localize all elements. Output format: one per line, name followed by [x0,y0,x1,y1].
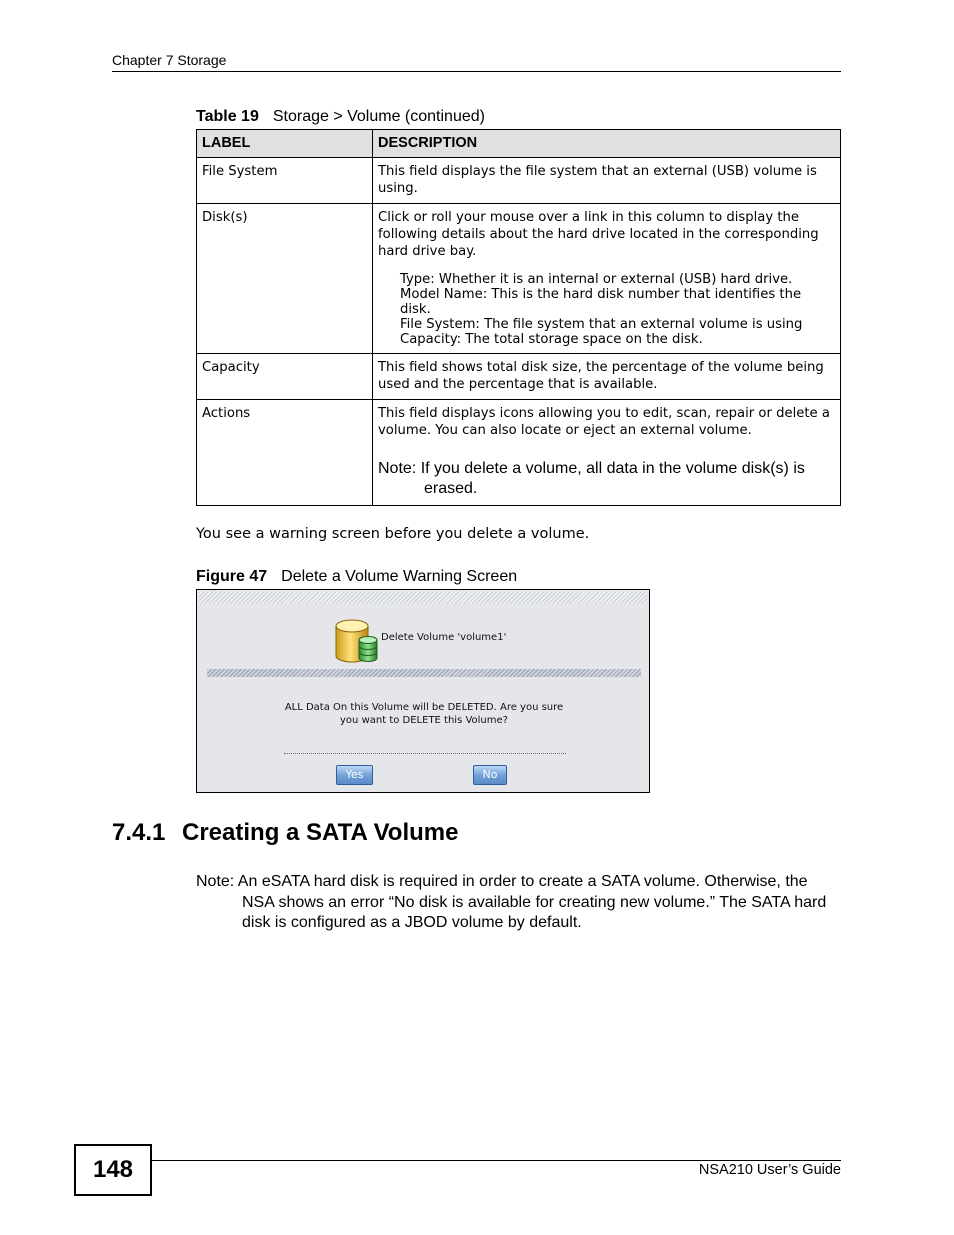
header-divider [112,71,841,72]
row-label: File System [197,158,373,204]
row-description: This field displays the file system that an external (USB) volume is using. [373,158,841,204]
dialog-title: Delete Volume 'volume1' [381,632,507,643]
chapter-header: Chapter 7 Storage [112,52,227,68]
table-row [197,158,841,204]
dialog-divider-stripe [207,669,641,677]
disk-detail-model: Model Name: This is the hard disk number that identifies the disk. [400,287,802,317]
column-header-label: LABEL [197,130,373,158]
table-row [197,354,841,400]
table-row [197,400,841,506]
dialog-dotted-rule [284,753,566,754]
table-caption [196,108,485,126]
dialog-message-line: ALL Data On this Volume will be DELETED. Are you sure [284,702,564,713]
dialog-top-stripe [199,592,647,604]
dialog-message-line: you want to DELETE this Volume? [340,715,508,726]
section-number: 7.4.1 [112,819,166,846]
actions-description-text: This field displays icons allowing you to edit, scan, repair or delete a volume. You can also locate or eject an external volume. [378,406,830,438]
body-paragraph: You see a warning screen before you delete a volume. [196,526,590,542]
volume-table [196,129,841,506]
row-label: Actions [197,400,373,506]
row-description [373,204,841,354]
yes-button[interactable]: Yes [336,765,373,785]
section-note: Note: An eSATA hard disk is required in order to create a SATA volume. Otherwise, the NSA shows an error “No disk is available for creating new volume.” The SATA hard disk is configured as a JBOD volume by default. [196,873,827,931]
row-description: This field shows total disk size, the percentage of the volume being used and the percentage that is available. [373,354,841,400]
figure-caption-title: Delete a Volume Warning Screen [281,568,518,585]
section-title: Creating a SATA Volume [182,819,459,846]
no-button[interactable]: No [473,765,507,785]
table-caption-title: Storage > Volume (continued) [272,108,485,125]
page-number: 148 [74,1144,152,1196]
table-header-row [197,130,841,158]
actions-note: Note: If you delete a volume, all data in the volume disk(s) is erased. [378,460,805,497]
guide-title: NSA210 User’s Guide [698,1162,841,1178]
section-heading [112,819,458,847]
dialog-message [237,701,611,727]
figure-caption [196,568,517,586]
database-icon [333,618,381,664]
disk-detail-capacity: Capacity: The total storage space on the disk. [400,332,703,347]
disk-detail-filesystem: File System: The file system that an external volume is using [400,317,803,332]
row-label: Disk(s) [197,204,373,354]
row-description [373,400,841,506]
table-caption-label: Table 19 [196,108,259,125]
footer-divider [150,1160,841,1161]
disks-description-text: Click or roll your mouse over a link in this column to display the following details about the hard drive located in the corresponding hard drive bay. [378,210,819,259]
disk-detail-type: Type: Whether it is an internal or external (USB) hard drive. [400,272,793,287]
column-header-description: DESCRIPTION [373,130,841,158]
delete-volume-dialog [196,589,650,793]
row-label: Capacity [197,354,373,400]
table-row [197,204,841,354]
disk-details-list [400,272,835,347]
figure-caption-label: Figure 47 [196,568,268,585]
